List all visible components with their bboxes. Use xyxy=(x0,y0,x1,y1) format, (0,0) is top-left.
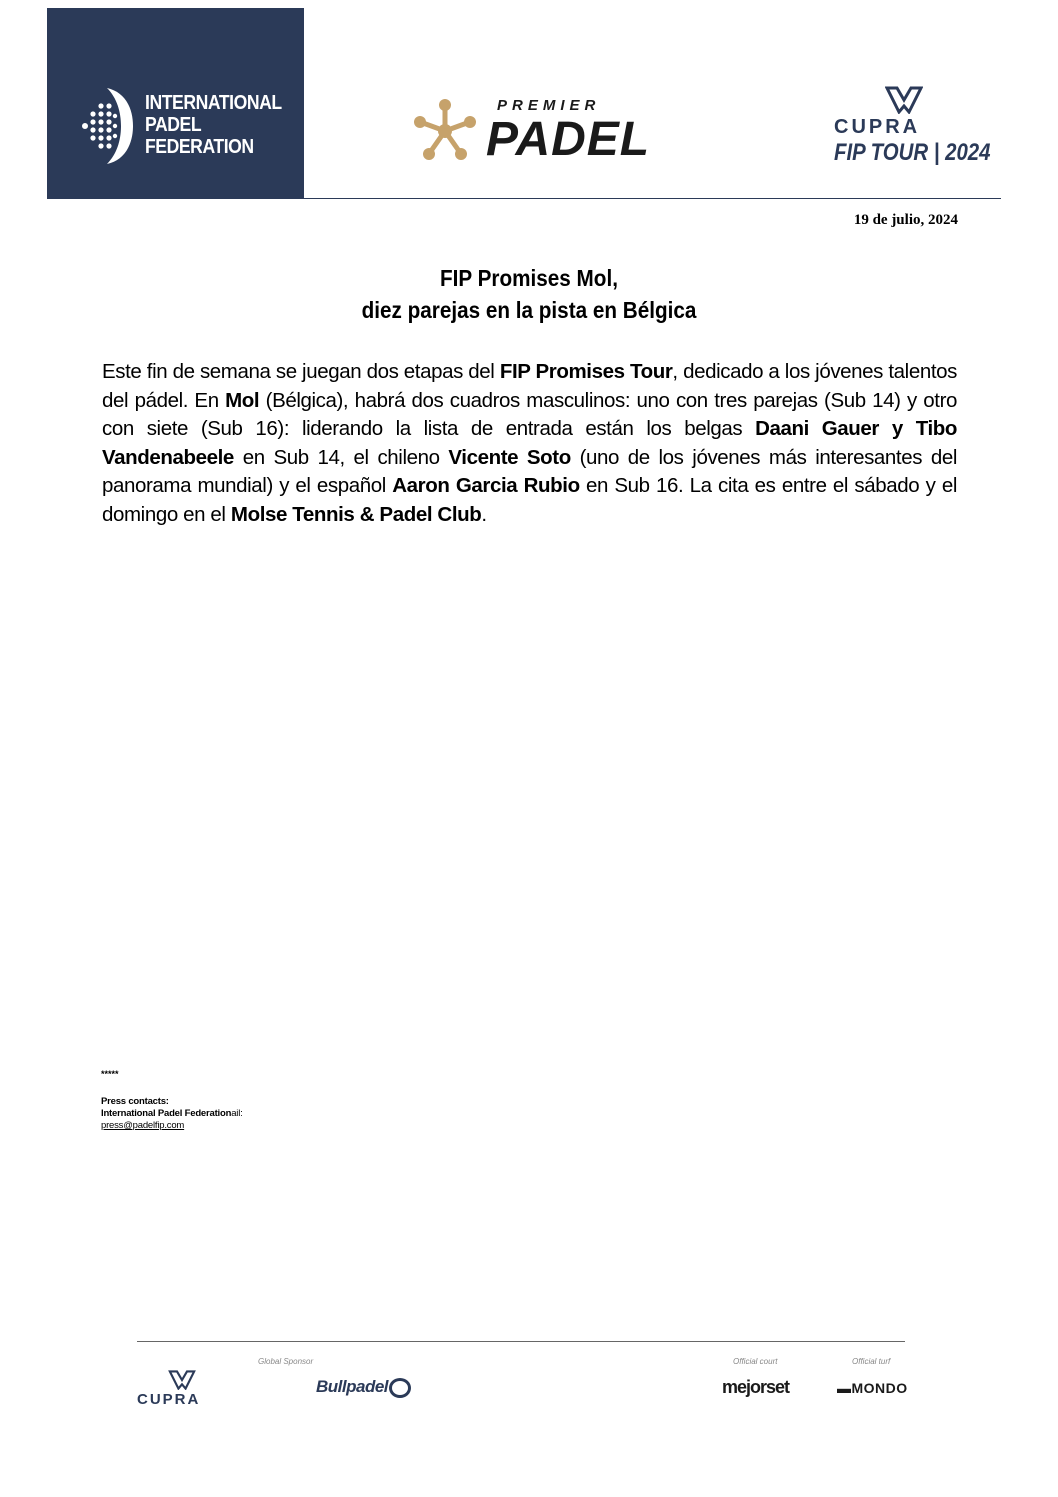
fip-tour-logo-text: FIP TOUR | 2024 xyxy=(834,139,991,166)
press-contacts xyxy=(101,1096,243,1132)
text-run: Este fin de semana se juegan dos etapas del xyxy=(102,360,500,383)
text-run: en Sub 14, el chileno xyxy=(233,445,449,469)
title-line: diez parejas en la pista en Bélgica xyxy=(361,297,697,323)
mejorset-logo: mejorset xyxy=(722,1377,790,1397)
ipf-logo-text xyxy=(145,92,282,158)
separator: ***** xyxy=(101,1069,119,1079)
bold-run: Molse Tennis & Padel Club xyxy=(230,502,482,526)
bullpadel-ring-icon xyxy=(389,1378,411,1398)
official-turf-caption: Official turf xyxy=(852,1357,891,1366)
bold-run: Vicente Soto xyxy=(448,445,571,469)
text-run: (Bélgica), habrá dos cuadros masculinos: uno con tres parejas (Sub 14) y otro con siete (Sub 16): liderando la lista de entrada están los belgas xyxy=(102,388,957,440)
mondo-logo: ▬MONDO xyxy=(837,1380,908,1396)
premier-padel-star-icon xyxy=(412,98,478,164)
header-divider xyxy=(47,198,1001,199)
press-label: Press contacts: xyxy=(101,1096,169,1107)
document-title xyxy=(0,262,1058,326)
ipf-racket-icon xyxy=(77,86,133,166)
bullpadel-logo-text: Bullpadel xyxy=(316,1377,389,1396)
text-run: en Sub 16. La cita es entre el sábado y el domingo en el xyxy=(102,474,957,526)
ipf-logo-line: INTERNATIONAL xyxy=(145,92,282,114)
cupra-logo-text: CUPRA xyxy=(834,116,921,138)
bullpadel-logo xyxy=(316,1377,411,1398)
cupra-footer-icon xyxy=(168,1370,196,1390)
padel-logo-text: PADEL xyxy=(486,113,651,166)
ipf-logo-line: FEDERATION xyxy=(145,136,254,158)
article-paragraph xyxy=(102,358,957,529)
global-sponsor-caption: Global Sponsor xyxy=(258,1357,314,1366)
document-date: 19 de julio, 2024 xyxy=(853,212,958,228)
press-org-suffix: ail: xyxy=(231,1108,243,1119)
bold-run: Mol xyxy=(225,388,260,412)
text-run: . xyxy=(481,502,487,526)
ipf-header-band xyxy=(47,8,304,198)
press-org-line xyxy=(101,1108,243,1120)
cupra-footer-logo: CUPRA xyxy=(137,1391,201,1408)
mondo-logo-text: MONDO xyxy=(851,1380,908,1396)
ipf-logo-line: PADEL xyxy=(145,114,202,136)
press-org: International Padel Federation xyxy=(101,1108,232,1119)
cupra-icon xyxy=(885,86,923,114)
bold-run: Daani Gauer y Tibo Vandenabeele xyxy=(102,417,957,469)
press-email-link[interactable]: press@padelfip.com xyxy=(101,1120,185,1131)
bold-run: FIP Promises Tour xyxy=(499,360,673,383)
title-line: FIP Promises Mol, xyxy=(440,265,618,291)
premier-logo-text: PREMIER xyxy=(497,97,601,114)
text-run: , dedicado a los jóvenes talentos del pádel. En xyxy=(102,360,957,412)
footer-divider xyxy=(137,1341,905,1342)
official-court-caption: Official court xyxy=(733,1357,778,1366)
text-run: (uno de los jóvenes más interesantes del panorama mundial) y el español xyxy=(102,445,957,497)
bold-run: Aaron Garcia Rubio xyxy=(392,474,580,497)
